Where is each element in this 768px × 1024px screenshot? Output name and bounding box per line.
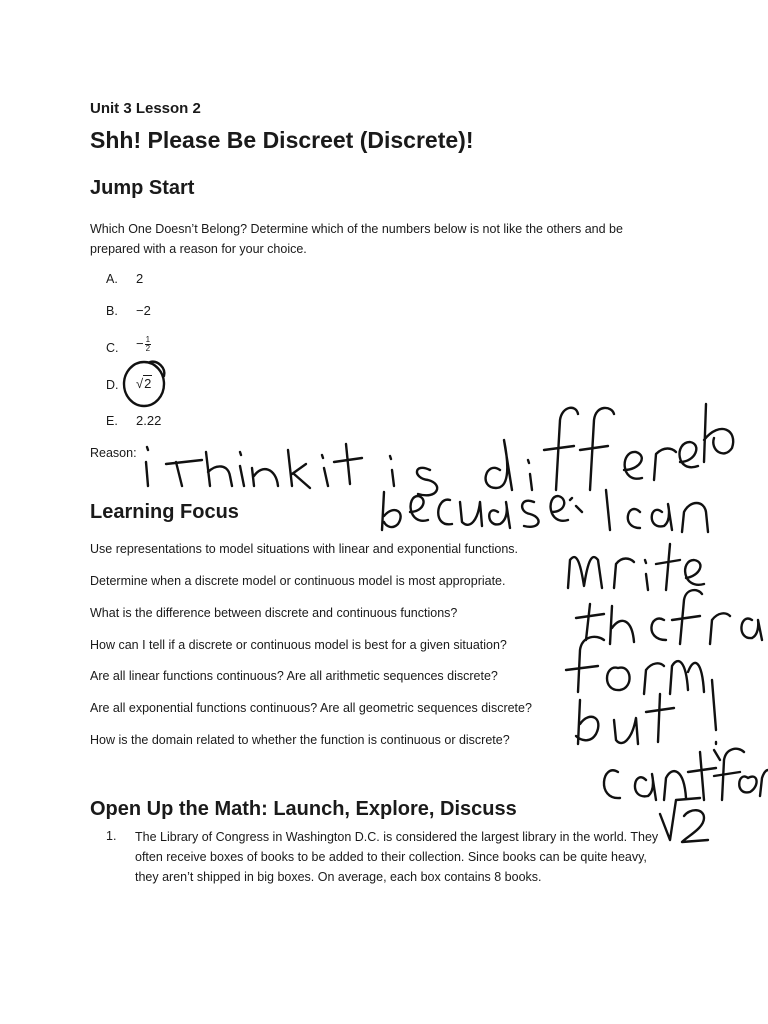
learning-focus-item: Are all linear functions continuous? Are all arithmetic sequences discrete?: [90, 669, 498, 683]
learning-focus-item: How is the domain related to whether the function is continuous or discrete?: [90, 733, 510, 747]
handwriting-line-7: [604, 749, 768, 800]
handwriting-line-5: [566, 637, 704, 694]
option-a-value: 2: [136, 271, 144, 286]
handwriting-line-6: [576, 680, 716, 744]
handwriting-line-8: [660, 798, 708, 842]
option-a-letter: A.: [106, 272, 118, 286]
learning-focus-item: What is the difference between discrete and continuous functions?: [90, 606, 458, 620]
learning-focus-item: Are all exponential functions continuous? Are all geometric sequences discrete?: [90, 701, 532, 715]
handwriting-line-1: [146, 404, 733, 495]
page-title: Shh! Please Be Discreet (Discrete)!: [90, 127, 474, 153]
option-d-letter: D.: [106, 378, 119, 392]
option-c-numerator: 1: [145, 335, 151, 345]
open-up-heading: Open Up the Math: Launch, Explore, Discuss: [90, 798, 517, 820]
answer-circle: [124, 362, 164, 406]
unit-lesson-label: Unit 3 Lesson 2: [90, 100, 201, 117]
option-d-radicand: 2: [144, 376, 152, 391]
option-d-radical: √: [136, 376, 144, 391]
reason-label: Reason:: [90, 446, 137, 460]
problem-1-text: The Library of Congress in Washington D.C. is considered the largest library in the world. They often receive boxes of books to be added to their collection. Since books can be quite heavy, they aren’t shipped in big boxes. On average, each box contains 8 books.: [135, 830, 659, 884]
problem-1-number: 1.: [106, 829, 117, 843]
option-b-letter: B.: [106, 304, 118, 318]
learning-focus-item: How can I tell if a discrete or continuous model is best for a given situation?: [90, 638, 507, 652]
option-b-value: −2: [136, 303, 151, 318]
learning-focus-item: Use representations to model situations with linear and exponential functions.: [90, 542, 519, 556]
option-e-letter: E.: [106, 414, 118, 428]
handwriting-line-2: [382, 490, 708, 532]
option-c-letter: C.: [106, 341, 119, 355]
handwriting-line-3: [568, 544, 704, 590]
option-c-sign: −: [136, 336, 144, 351]
learning-focus-heading: Learning Focus: [90, 501, 239, 523]
handwriting-line-4: [576, 590, 762, 644]
option-e-value: 2.22: [136, 413, 162, 428]
jump-start-prompt: Which One Doesn’t Belong? Determine which of the numbers below is not like the others and be prepared with a reason for your choice.: [90, 222, 623, 256]
option-c-denominator: 2: [145, 344, 151, 354]
jump-start-heading: Jump Start: [90, 177, 195, 199]
learning-focus-item: Determine when a discrete model or continuous model is most appropriate.: [90, 574, 506, 588]
